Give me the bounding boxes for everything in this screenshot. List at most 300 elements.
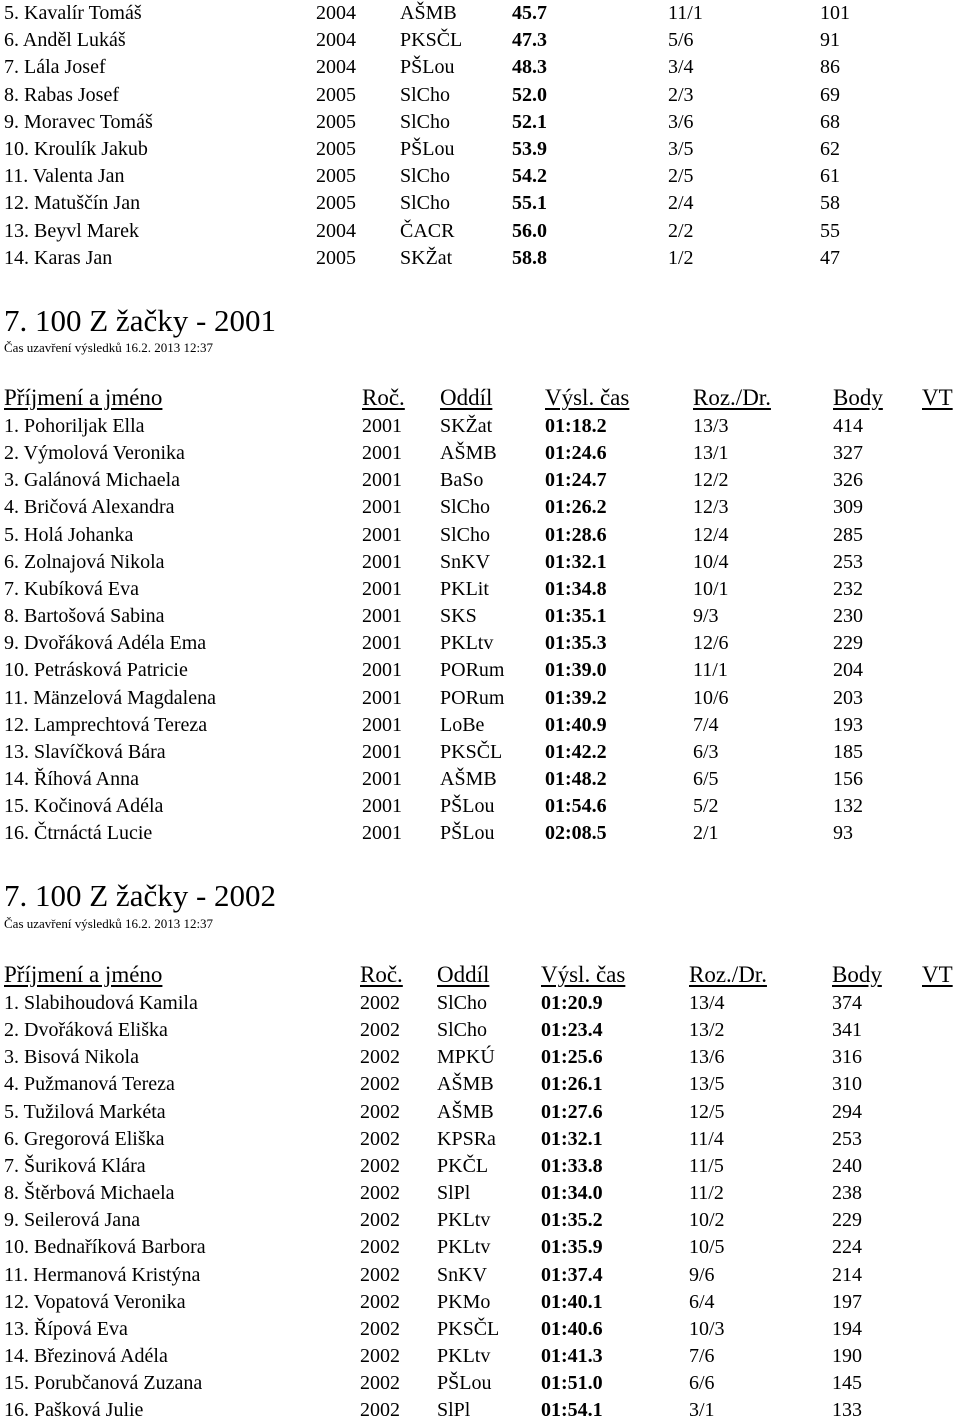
points: 185 [833, 740, 863, 763]
result-time: 01:34.0 [541, 1182, 603, 1205]
result-row [0, 467, 960, 494]
club: PORum [440, 659, 505, 682]
birth-year: 2002 [360, 1209, 400, 1232]
result-time: 52.1 [512, 110, 547, 133]
points: 101 [820, 2, 850, 24]
table-header [0, 960, 960, 990]
result-time: 01:37.4 [541, 1263, 603, 1286]
birth-year: 2002 [360, 1073, 400, 1096]
result-time: 01:26.1 [541, 1073, 603, 1096]
athlete-name: 3. Bisová Nikola [4, 1046, 139, 1069]
result-time: 47.3 [512, 29, 547, 52]
result-row [0, 1397, 960, 1424]
heat-lane: 2/1 [693, 822, 719, 845]
birth-year: 2002 [360, 1372, 400, 1395]
points: 294 [832, 1100, 862, 1123]
birth-year: 2002 [360, 1046, 400, 1069]
result-time: 01:54.6 [545, 795, 607, 818]
heat-lane: 12/5 [689, 1100, 725, 1123]
points: 69 [820, 83, 840, 106]
result-row [0, 413, 960, 440]
result-row [0, 657, 960, 684]
birth-year: 2001 [362, 496, 402, 519]
result-time: 01:24.7 [545, 469, 607, 492]
athlete-name: 8. Rabas Josef [4, 83, 119, 106]
birth-year: 2001 [362, 795, 402, 818]
points: 232 [833, 577, 863, 600]
points: 224 [832, 1236, 862, 1259]
athlete-name: 13. Beyvl Marek [4, 219, 139, 242]
result-row [0, 1370, 960, 1397]
points: 193 [833, 713, 863, 736]
result-row [0, 440, 960, 467]
athlete-name: 3. Galánová Michaela [4, 469, 181, 492]
athlete-name: 5. Tužilová Markéta [4, 1100, 166, 1123]
birth-year: 2005 [316, 192, 356, 215]
birth-year: 2005 [316, 246, 356, 269]
result-row [0, 109, 960, 136]
club: AŠMB [440, 767, 497, 790]
heat-lane: 7/4 [693, 713, 719, 736]
results-closed-time: Čas uzavření výsledků 16.2. 2013 12:37 [4, 340, 214, 355]
points: 133 [832, 1399, 862, 1422]
result-time: 45.7 [512, 2, 547, 24]
result-row [0, 218, 960, 245]
club: SlCho [400, 83, 451, 106]
birth-year: 2002 [360, 1317, 400, 1340]
result-time: 01:39.2 [545, 686, 607, 709]
athlete-name: 10. Petrásková Patricie [4, 659, 188, 682]
col-header-heat: Roz./Dr. [693, 385, 771, 410]
points: 203 [833, 686, 863, 709]
heat-lane: 12/3 [693, 496, 729, 519]
birth-year: 2004 [316, 219, 356, 242]
heat-lane: 2/5 [668, 165, 694, 188]
points: 58 [820, 192, 840, 215]
birth-year: 2004 [316, 2, 356, 24]
club: AŠMB [440, 442, 497, 465]
points: 229 [832, 1209, 862, 1232]
heat-lane: 3/1 [689, 1399, 715, 1422]
heat-lane: 3/4 [668, 56, 694, 79]
club: PŠLou [440, 795, 495, 818]
col-header-club: Oddíl [437, 962, 490, 987]
heat-lane: 12/2 [693, 469, 729, 492]
table-header [0, 383, 960, 413]
result-time: 01:33.8 [541, 1154, 603, 1177]
athlete-name: 11. Valenta Jan [4, 165, 125, 188]
athlete-name: 12. Matuščín Jan [4, 192, 141, 215]
athlete-name: 11. Hermanová Kristýna [4, 1263, 201, 1286]
result-time: 01:51.0 [541, 1372, 603, 1395]
heat-lane: 6/5 [693, 767, 719, 790]
heat-lane: 2/4 [668, 192, 694, 215]
result-time: 58.8 [512, 246, 547, 269]
club: AŠMB [400, 2, 457, 24]
athlete-name: 12. Vopatová Veronika [4, 1290, 186, 1313]
result-time: 01:54.1 [541, 1399, 603, 1422]
club: PKSČL [400, 29, 463, 52]
athlete-name: 6. Zolnajová Nikola [4, 550, 165, 573]
athlete-name: 9. Moravec Tomáš [4, 110, 153, 133]
heat-lane: 5/2 [693, 795, 719, 818]
result-row [0, 820, 960, 847]
club: SKŽat [440, 415, 493, 437]
result-row [0, 190, 960, 217]
points: 253 [832, 1127, 862, 1150]
points: 309 [833, 496, 863, 519]
result-row [0, 685, 960, 712]
club: SlCho [437, 1019, 488, 1042]
result-time: 01:42.2 [545, 740, 607, 763]
heat-lane: 6/3 [693, 740, 719, 763]
club: SlPl [437, 1182, 471, 1205]
athlete-name: 15. Kočinová Adéla [4, 795, 164, 818]
birth-year: 2001 [362, 469, 402, 492]
heat-lane: 9/3 [693, 605, 719, 628]
birth-year: 2002 [360, 1263, 400, 1286]
result-row [0, 1071, 960, 1098]
result-row [0, 1099, 960, 1126]
athlete-name: 7. Lála Josef [4, 56, 106, 79]
club: PKLtv [440, 632, 494, 655]
result-row [0, 990, 960, 1017]
birth-year: 2002 [360, 1154, 400, 1177]
points: 47 [820, 246, 840, 269]
points: 86 [820, 56, 840, 79]
athlete-name: 6. Gregorová Eliška [4, 1127, 165, 1150]
points: 310 [832, 1073, 862, 1096]
athlete-name: 11. Mänzelová Magdalena [4, 686, 216, 709]
heat-lane: 10/3 [689, 1317, 725, 1340]
athlete-name: 1. Pohoriljak Ella [4, 415, 145, 437]
club: PKČL [437, 1154, 489, 1177]
heat-lane: 11/4 [689, 1127, 724, 1150]
result-time: 01:24.6 [545, 442, 607, 465]
club: SlCho [400, 192, 451, 215]
athlete-name: 7. Kubíková Eva [4, 577, 139, 600]
result-row [0, 1262, 960, 1289]
athlete-name: 8. Štěrbová Michaela [4, 1182, 175, 1205]
birth-year: 2002 [360, 1399, 400, 1422]
club: PŠLou [437, 1372, 492, 1395]
athlete-name: 9. Dvořáková Adéla Ema [4, 632, 207, 655]
club: AŠMB [437, 1100, 494, 1123]
athlete-name: 6. Anděl Lukáš [4, 29, 126, 52]
athlete-name: 12. Lamprechtová Tereza [4, 713, 208, 736]
athlete-name: 14. Březinová Adéla [4, 1344, 168, 1367]
result-row [0, 1044, 960, 1071]
heat-lane: 13/4 [689, 992, 725, 1014]
athlete-name: 15. Porubčanová Zuzana [4, 1372, 203, 1395]
athlete-name: 7. Šuriková Klára [4, 1154, 146, 1177]
club: BaSo [440, 469, 484, 492]
col-header-heat: Roz./Dr. [689, 962, 767, 987]
points: 68 [820, 110, 840, 133]
heat-lane: 6/4 [689, 1290, 715, 1313]
athlete-name: 13. Slavíčková Bára [4, 740, 166, 763]
birth-year: 2001 [362, 523, 402, 546]
heat-lane: 11/5 [689, 1154, 724, 1177]
club: PKLit [440, 577, 489, 600]
points: 197 [832, 1290, 862, 1313]
result-time: 01:32.1 [541, 1127, 603, 1150]
points: 132 [833, 795, 863, 818]
club: PKMo [437, 1290, 491, 1313]
col-header-year: Roč. [362, 385, 405, 410]
result-row [0, 1180, 960, 1207]
club: PORum [440, 686, 505, 709]
results-closed-time: Čas uzavření výsledků 16.2. 2013 12:37 [4, 916, 214, 931]
points: 414 [833, 415, 863, 437]
birth-year: 2005 [316, 110, 356, 133]
heat-lane: 1/2 [668, 246, 694, 269]
heat-lane: 11/2 [689, 1182, 724, 1205]
club: MPKÚ [437, 1046, 495, 1069]
points: 374 [832, 992, 862, 1014]
birth-year: 2005 [316, 138, 356, 160]
result-row [0, 82, 960, 109]
result-time: 54.2 [512, 165, 547, 188]
result-time: 01:35.1 [545, 605, 607, 628]
result-time: 01:35.2 [541, 1209, 603, 1232]
result-time: 01:40.6 [541, 1317, 603, 1340]
points: 190 [832, 1344, 862, 1367]
points: 240 [832, 1154, 862, 1177]
birth-year: 2001 [362, 713, 402, 736]
club: SlCho [437, 992, 488, 1014]
result-time: 01:18.2 [545, 415, 607, 437]
points: 62 [820, 138, 840, 160]
col-header-name: Příjmení a jméno [4, 962, 163, 987]
col-header-time: Výsl. čas [541, 962, 626, 987]
heat-lane: 13/2 [689, 1019, 725, 1042]
heat-lane: 2/3 [668, 83, 694, 106]
col-header-points: Body [832, 962, 882, 987]
birth-year: 2001 [362, 659, 402, 682]
result-row [0, 522, 960, 549]
result-time: 01:35.3 [545, 632, 607, 655]
heat-lane: 5/6 [668, 29, 694, 52]
result-row [0, 136, 960, 163]
athlete-name: 16. Čtrnáctá Lucie [4, 822, 153, 845]
birth-year: 2002 [360, 992, 400, 1014]
result-time: 01:32.1 [545, 550, 607, 573]
result-row [0, 1126, 960, 1153]
points: 230 [833, 605, 863, 628]
athlete-name: 1. Slabihoudová Kamila [4, 992, 198, 1014]
birth-year: 2002 [360, 1236, 400, 1259]
result-row [0, 630, 960, 657]
points: 145 [832, 1372, 862, 1395]
points: 91 [820, 29, 840, 52]
club: SnKV [437, 1263, 488, 1286]
birth-year: 2001 [362, 822, 402, 845]
points: 253 [833, 550, 863, 573]
result-time: 02:08.5 [545, 822, 607, 845]
result-row [0, 712, 960, 739]
club: PŠLou [400, 138, 455, 160]
points: 61 [820, 165, 840, 188]
club: PKLtv [437, 1209, 491, 1232]
athlete-name: 2. Dvořáková Eliška [4, 1019, 168, 1042]
club: SlPl [437, 1399, 471, 1422]
result-time: 01:23.4 [541, 1019, 603, 1042]
heat-lane: 6/6 [689, 1372, 715, 1395]
result-row [0, 163, 960, 190]
club: SlCho [440, 496, 491, 519]
heat-lane: 11/1 [668, 2, 703, 24]
heat-lane: 13/5 [689, 1073, 725, 1096]
points: 156 [833, 767, 863, 790]
result-time: 01:26.2 [545, 496, 607, 519]
points: 204 [833, 659, 863, 682]
club: ČACR [400, 219, 455, 242]
points: 341 [832, 1019, 862, 1042]
heat-lane: 10/4 [693, 550, 729, 573]
heat-lane: 2/2 [668, 219, 694, 242]
heat-lane: 11/1 [693, 659, 728, 682]
heat-lane: 9/6 [689, 1263, 715, 1286]
athlete-name: 14. Říhová Anna [4, 767, 139, 790]
birth-year: 2002 [360, 1127, 400, 1150]
birth-year: 2005 [316, 165, 356, 188]
result-time: 01:41.3 [541, 1344, 603, 1367]
club: PKSČL [440, 740, 503, 763]
birth-year: 2001 [362, 686, 402, 709]
athlete-name: 5. Kavalír Tomáš [4, 2, 142, 24]
points: 214 [832, 1263, 862, 1286]
athlete-name: 16. Pašková Julie [4, 1399, 144, 1422]
birth-year: 2001 [362, 740, 402, 763]
birth-year: 2002 [360, 1019, 400, 1042]
result-row [0, 1017, 960, 1044]
result-time: 53.9 [512, 138, 547, 160]
result-time: 55.1 [512, 192, 547, 215]
athlete-name: 4. Bričová Alexandra [4, 496, 175, 519]
result-time: 56.0 [512, 219, 547, 242]
birth-year: 2001 [362, 767, 402, 790]
result-row [0, 1153, 960, 1180]
heat-lane: 12/4 [693, 523, 729, 546]
club: SlCho [400, 110, 451, 133]
points: 93 [833, 822, 853, 845]
athlete-name: 9. Seilerová Jana [4, 1209, 141, 1232]
points: 238 [832, 1182, 862, 1205]
birth-year: 2001 [362, 605, 402, 628]
points: 229 [833, 632, 863, 655]
result-time: 01:27.6 [541, 1100, 603, 1123]
athlete-name: 4. Pužmanová Tereza [4, 1073, 175, 1096]
result-row [0, 1234, 960, 1261]
club: PKSČL [437, 1317, 500, 1340]
col-header-points: Body [833, 385, 883, 410]
birth-year: 2001 [362, 415, 402, 437]
heat-lane: 13/1 [693, 442, 729, 465]
result-row [0, 766, 960, 793]
birth-year: 2004 [316, 29, 356, 52]
club: PKLtv [437, 1236, 491, 1259]
result-row [0, 739, 960, 766]
result-row [0, 1207, 960, 1234]
result-row [0, 549, 960, 576]
athlete-name: 5. Holá Johanka [4, 523, 134, 546]
col-header-vt: VT [922, 962, 953, 987]
points: 316 [832, 1046, 862, 1069]
result-row [0, 1316, 960, 1343]
heat-lane: 10/5 [689, 1236, 725, 1259]
result-time: 01:39.0 [545, 659, 607, 682]
club: LoBe [440, 713, 485, 736]
athlete-name: 10. Kroulík Jakub [4, 138, 148, 160]
result-row [0, 245, 960, 272]
result-row [0, 1289, 960, 1316]
club: SnKV [440, 550, 491, 573]
birth-year: 2004 [316, 56, 356, 79]
heat-lane: 10/2 [689, 1209, 725, 1232]
result-row [0, 793, 960, 820]
col-header-year: Roč. [360, 962, 403, 987]
result-time: 01:34.8 [545, 577, 607, 600]
heat-lane: 7/6 [689, 1344, 715, 1367]
birth-year: 2005 [316, 83, 356, 106]
points: 285 [833, 523, 863, 546]
points: 194 [832, 1317, 862, 1340]
result-time: 01:25.6 [541, 1046, 603, 1069]
athlete-name: 14. Karas Jan [4, 246, 113, 269]
club: AŠMB [437, 1073, 494, 1096]
birth-year: 2002 [360, 1344, 400, 1367]
points: 327 [833, 442, 863, 465]
birth-year: 2001 [362, 632, 402, 655]
club: SlCho [440, 523, 491, 546]
result-time: 52.0 [512, 83, 547, 106]
athlete-name: 2. Výmolová Veronika [4, 442, 185, 465]
birth-year: 2001 [362, 550, 402, 573]
heat-lane: 3/5 [668, 138, 694, 160]
col-header-club: Oddíl [440, 385, 493, 410]
section-title: 7. 100 Z žačky - 2001 [4, 303, 277, 338]
athlete-name: 10. Bednaříková Barbora [4, 1236, 206, 1259]
result-row [0, 576, 960, 603]
club: KPSRa [437, 1127, 496, 1150]
result-time: 01:40.9 [545, 713, 607, 736]
heat-lane: 13/3 [693, 415, 729, 437]
heat-lane: 10/6 [693, 686, 729, 709]
section-title: 7. 100 Z žačky - 2002 [4, 878, 277, 913]
result-time: 01:40.1 [541, 1290, 603, 1313]
heat-lane: 10/1 [693, 577, 729, 600]
heat-lane: 13/6 [689, 1046, 725, 1069]
birth-year: 2002 [360, 1182, 400, 1205]
result-row [0, 603, 960, 630]
col-header-name: Příjmení a jméno [4, 385, 163, 410]
birth-year: 2001 [362, 577, 402, 600]
result-time: 48.3 [512, 56, 547, 79]
result-row [0, 27, 960, 54]
result-time: 01:20.9 [541, 992, 603, 1014]
result-time: 01:48.2 [545, 767, 607, 790]
athlete-name: 8. Bartošová Sabina [4, 605, 165, 628]
club: SKS [440, 605, 477, 628]
athlete-name: 13. Řípová Eva [4, 1317, 128, 1340]
result-time: 01:35.9 [541, 1236, 603, 1259]
birth-year: 2002 [360, 1100, 400, 1123]
club: SlCho [400, 165, 451, 188]
heat-lane: 3/6 [668, 110, 694, 133]
result-row [0, 0, 960, 27]
points: 326 [833, 469, 863, 492]
